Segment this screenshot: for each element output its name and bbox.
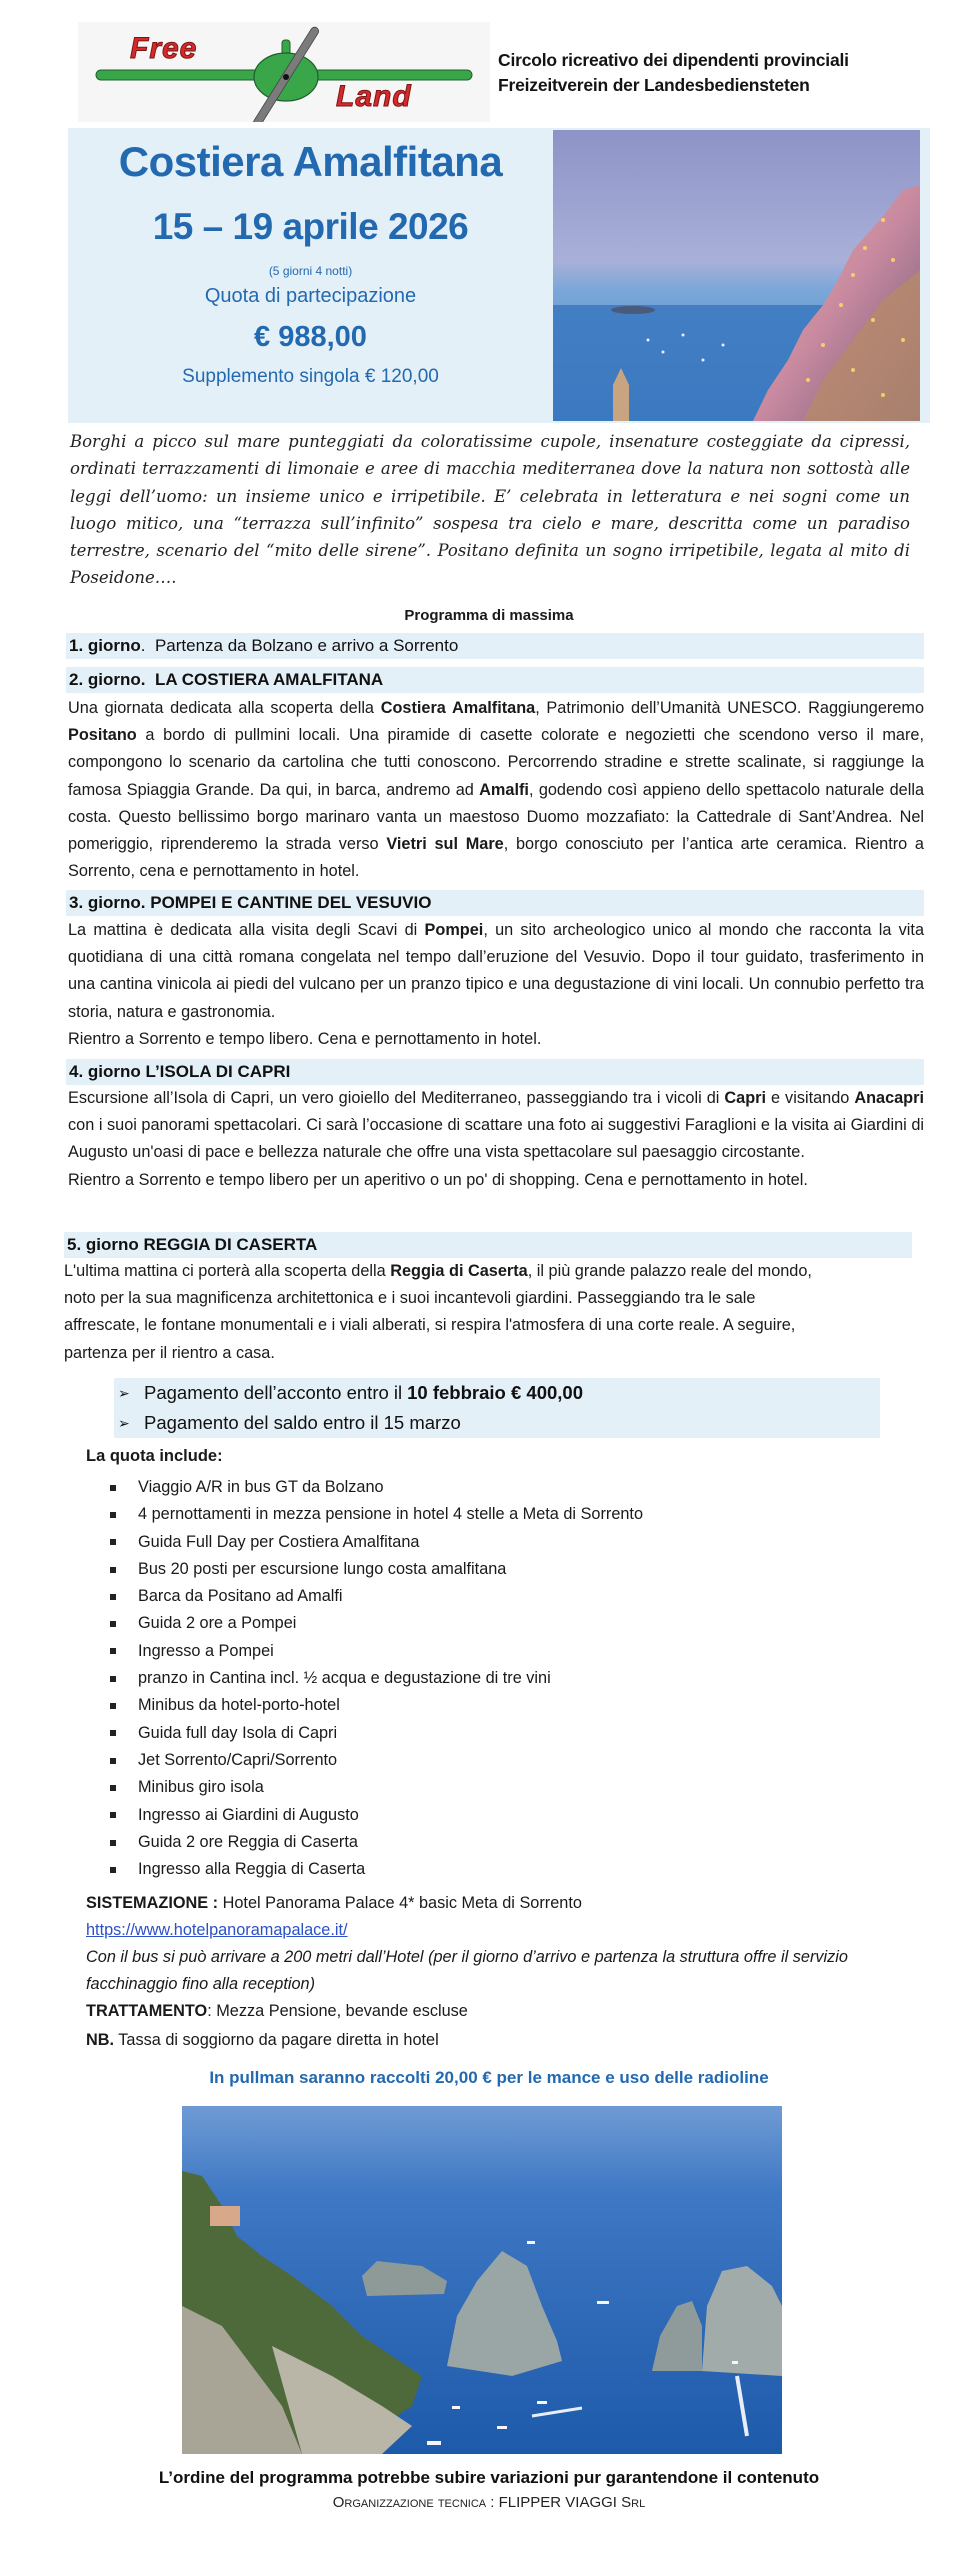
quota-label: Quota di partecipazione [204, 285, 417, 307]
payment-balance-text: Pagamento del saldo entro il 15 marzo [144, 1412, 461, 1433]
square-bullet-icon [110, 1539, 116, 1545]
day-3-title: POMPEI E CANTINE DEL VESUVIO [150, 893, 432, 912]
day-4-closing: Rientro a Sorrento e tempo libero per un aperitivo o un po' di shopping. Cena e pernottamento in hotel. [68, 1170, 808, 1189]
payment-deposit [118, 1378, 880, 1408]
day-2-label: 2. giorno. [69, 670, 146, 689]
program-disclaimer: L’ordine del programma potrebbe subire variazioni pur garantendone il contenuto [158, 2468, 820, 2487]
include-text: Guida Full Day per Costiera Amalfitana [138, 1532, 420, 1551]
text: La mattina è dedicata alla visita degli Scavi di [68, 921, 425, 939]
day-1-header: 1. giorno. Partenza da Bolzano e arrivo a Sorrento [66, 633, 924, 659]
day-5-description [64, 1258, 834, 1367]
square-bullet-icon [110, 1485, 116, 1491]
positano-photo [553, 130, 920, 421]
square-bullet-icon [110, 1648, 116, 1654]
square-bullet-icon [110, 1867, 116, 1873]
highlight-pompei: Pompei [424, 921, 484, 939]
include-text: Barca da Positano ad Amalfi [138, 1587, 343, 1606]
text: , il più grande palazzo reale del mondo, noto per la sua magnificenza architettonica e i suoi incantevoli giardini. Passeggiando tra le sale affrescate, le fontane monumentali e i viali alberati, si respira l'atmosfera di una corte reale. A seguire, partenza per il rientro a casa. [64, 1262, 812, 1362]
day-1-title: Partenza da Bolzano e arrivo a Sorrento [154, 636, 459, 655]
list-item [110, 1610, 643, 1637]
organization-name [498, 48, 849, 98]
highlight-vietri: Vietri sul Mare [386, 835, 504, 854]
accommodation-note: Con il bus si può arrivare a 200 metri dall’Hotel (per il giorno d’arrivo e partenza la struttura offre il servizio facchinaggio fino alla reception) [86, 1948, 848, 1993]
include-text: Guida 2 ore Reggia di Caserta [138, 1832, 358, 1851]
text: L'ultima mattina ci porterà alla scoperta della [64, 1262, 391, 1280]
nb-value: Tassa di soggiorno da pagare diretta in hotel [118, 2031, 439, 2049]
include-text: Ingresso ai Giardini di Augusto [138, 1805, 359, 1824]
list-item [110, 1474, 643, 1501]
square-bullet-icon [110, 1594, 116, 1600]
square-bullet-icon [110, 1621, 116, 1627]
hero-info [68, 128, 553, 423]
highlight-reggia: Reggia di Caserta [390, 1262, 528, 1280]
day-1-label: 1. giorno [69, 636, 141, 655]
text: con i suoi panorami spettacolari. Ci sarà l’occasione di scattare una foto ai suggestivi Faraglioni e la visita ai Giardini di Augusto un'oasi di pace e bellezza naturale che offre una vista spettacolare sul paesaggio circostante. [68, 1116, 924, 1162]
program-title: Programma di massima [404, 607, 574, 624]
square-bullet-icon [110, 1758, 116, 1764]
include-text: Ingresso alla Reggia di Caserta [138, 1860, 366, 1879]
technical-organizer: Organizzazione tecnica : FLIPPER VIAGGI Srl [332, 2494, 646, 2511]
trip-title: Costiera Amalfitana [118, 138, 503, 185]
square-bullet-icon [110, 1812, 116, 1818]
nb-label: NB. [86, 2031, 115, 2049]
includes-list [110, 1474, 643, 1883]
hero-panel [68, 128, 930, 423]
list-item [110, 1529, 643, 1556]
highlight-amalfi: Amalfi [479, 780, 529, 799]
freeland-logo [78, 22, 490, 122]
text: Escursione all’Isola di Capri, un vero gioiello del Mediterraneo, passeggiando tra i vicoli di [68, 1089, 725, 1107]
org-name-italian: Circolo ricreativo dei dipendenti provinciali [498, 50, 849, 70]
text: , borgo conosciuto per l’antica arte ceramica. Rientro a Sorrento, cena e pernottamento in hotel. [68, 835, 924, 881]
org-name-german: Freizeitverein der Landesbediensteten [498, 75, 810, 95]
day-5-title: REGGIA DI CASERTA [143, 1235, 318, 1254]
list-item [110, 1665, 643, 1692]
highlight-positano: Positano [68, 726, 137, 745]
treatment-value: : Mezza Pensione, bevande escluse [207, 2002, 468, 2020]
include-text: Ingresso a Pompei [138, 1641, 274, 1660]
trip-duration: (5 giorni 4 notti) [268, 264, 353, 278]
payment-balance [118, 1408, 880, 1438]
capri-faraglioni-photo [182, 2106, 782, 2454]
payment-deposit-text: Pagamento dell’acconto entro il [144, 1382, 403, 1403]
include-text: Viaggio A/R in bus GT da Bolzano [138, 1478, 384, 1496]
accommodation-value: Hotel Panorama Palace 4* basic Meta di Sorrento [222, 1894, 582, 1912]
arrow-bullet-icon: ➢ [118, 1385, 130, 1401]
include-text: Jet Sorrento/Capri/Sorrento [138, 1750, 338, 1769]
intro-paragraph: Borghi a picco sul mare punteggiati da coloratissime cupole, insenature costeggiate da cipressi, ordinati terrazzamenti di limonaie e aree di macchia mediterranea dove la natura non sottostà alle leggi dell’uomo: un insieme unico e irripetibile. E’ celebrata in letteratura e nei sogni come un luogo mitico, una “terrazza sull’infinito” sospesa tra cielo e mare, descritta come un paradiso terrestre, scenario del “mito delle sirene”. Positano definita un sogno irripetibile, legata al mito di Poseidone…. [70, 432, 910, 588]
tips-note: In pullman saranno raccolti 20,00 € per le mance e uso delle radioline [209, 2068, 769, 2087]
list-item [110, 1774, 643, 1801]
include-text: Bus 20 posti per escursione lungo costa amalfitana [138, 1559, 507, 1578]
day-3-closing: Rientro a Sorrento e tempo libero. Cena e pernottamento in hotel. [68, 1029, 542, 1048]
day-4-header [66, 1059, 924, 1085]
include-text: Guida 2 ore a Pompei [138, 1614, 297, 1633]
accommodation-section [86, 1890, 886, 1998]
square-bullet-icon [110, 1840, 116, 1846]
day-4-description [68, 1085, 924, 1194]
text: a bordo di pullmini locali. Una piramide di casette colorate e negozietti che scendono verso il mare, compongono lo scenario da cartolina che tutti conoscono. Percorrendo stradine e strette scalinate, si raggiunge la famosa Spiaggia Grande. Da qui, in barca, andremo ad [68, 726, 924, 799]
trip-price: € 988,00 [254, 321, 367, 353]
arrow-bullet-icon: ➢ [118, 1415, 130, 1431]
text: e visitando [766, 1089, 855, 1107]
day-2-description [68, 695, 924, 885]
list-item [110, 1556, 643, 1583]
payment-deposit-amount: 10 febbraio € 400,00 [407, 1382, 583, 1403]
faraglioni-image-icon [182, 2106, 782, 2454]
square-bullet-icon [110, 1703, 116, 1709]
square-bullet-icon [110, 1676, 116, 1682]
list-item [110, 1720, 643, 1747]
include-text: Minibus giro isola [138, 1778, 264, 1797]
text: , Patrimonio dell’Umanità UNESCO. Raggiungeremo [535, 699, 924, 717]
accommodation-label: SISTEMAZIONE : [86, 1894, 219, 1912]
highlight-anacapri: Anacapri [854, 1089, 924, 1107]
includes-title: La quota include: [86, 1447, 223, 1465]
day-2-header [66, 667, 924, 693]
text: Una giornata dedicata alla scoperta della [68, 699, 381, 717]
payment-terms [114, 1378, 880, 1438]
include-text: 4 pernottamenti in mezza pensione in hotel 4 stelle a Meta di Sorrento [138, 1505, 644, 1524]
list-item [110, 1638, 643, 1665]
day-3-label: 3. giorno. [69, 893, 146, 912]
treatment-section [86, 1998, 468, 2025]
logo-word-land: Land [336, 80, 412, 113]
hotel-website-link[interactable]: https://www.hotelpanoramapalace.it/ [86, 1921, 348, 1939]
include-text: Guida full day Isola di Capri [138, 1723, 338, 1742]
list-item [110, 1501, 643, 1528]
square-bullet-icon [110, 1567, 116, 1573]
list-item [110, 1747, 643, 1774]
treatment-label: TRATTAMENTO [86, 2002, 208, 2020]
square-bullet-icon [110, 1730, 116, 1736]
list-item [110, 1829, 643, 1856]
text: , godendo così appieno dello spettacolo naturale della costa. Questo bellissimo borgo marinaro vanta un maestoso Duomo mozzafiato: la Cattedrale di Sant’Andrea. Nel pomeriggio, riprenderemo la strada verso [68, 780, 925, 854]
include-text: Minibus da hotel-porto-hotel [138, 1696, 340, 1715]
highlight-capri: Capri [724, 1089, 767, 1107]
list-item [110, 1692, 643, 1719]
text: , un sito archeologico unico al mondo che racconta la vita quotidiana di una città romana congelata nel tempo dall’eruzione del Vesuvio. Dopo il tour guidato, trasferimento in una cantina vinicola ai piedi del vulcano per un pranzo tipico e una degustazione di vini locali. Un connubio perfetto tra storia, natura e gastronomia. [68, 921, 924, 1021]
list-item [110, 1856, 643, 1883]
include-text: pranzo in Cantina incl. ½ acqua e degustazione di tre vini [138, 1669, 551, 1688]
day-5-header [64, 1232, 912, 1258]
positano-image-icon [553, 130, 920, 421]
trip-dates: 15 – 19 aprile 2026 [152, 206, 469, 247]
day-3-header [66, 890, 924, 916]
square-bullet-icon [110, 1512, 116, 1518]
day-4-title: L’ISOLA DI CAPRI [145, 1062, 291, 1081]
single-supplement: Supplemento singola € 120,00 [182, 366, 439, 387]
highlight-costiera: Costiera Amalfitana [380, 699, 536, 717]
square-bullet-icon [110, 1785, 116, 1791]
day-5-label: 5. giorno [67, 1235, 139, 1254]
nb-section [86, 2027, 439, 2054]
logo-word-free: Free [130, 32, 198, 65]
list-item [110, 1802, 643, 1829]
day-4-label: 4. giorno [69, 1062, 141, 1081]
day-2-title: LA COSTIERA AMALFITANA [154, 670, 384, 689]
day-3-description [68, 917, 924, 1053]
list-item [110, 1583, 643, 1610]
